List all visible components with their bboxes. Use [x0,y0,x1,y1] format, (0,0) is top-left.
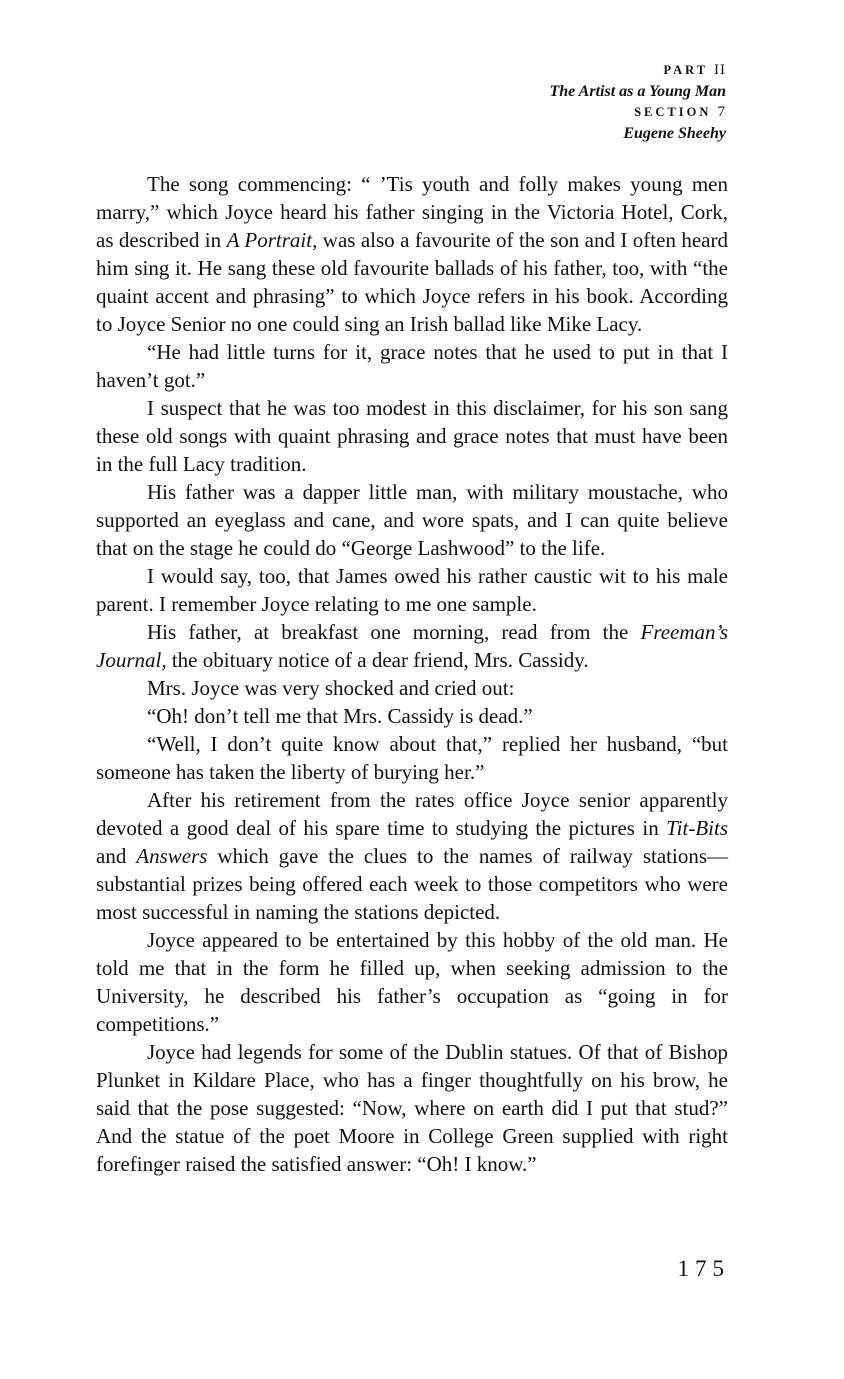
text-run: Joyce had legends for some of the Dublin statues. Of that of Bishop Plunket in Kildare Place, who has a finger thoughtfully on his brow, he said that the pose suggested: “Now, where on earth did I put that stud?” And the statue of the poet Moore in College Green supplied with right forefinger raised the satisfied answer: “Oh! I know.” [96,1040,728,1176]
section-word: SECTION [634,105,712,119]
italic-text: Tit-Bits [666,816,728,840]
text-run: “Well, I don’t quite know about that,” replied her husband, “but someone has taken the liberty of burying her.” [96,732,728,784]
part-label [550,60,727,81]
text-run: “Oh! don’t tell me that Mrs. Cassidy is dead.” [147,704,533,728]
text-run: and [96,844,137,868]
section-number: 7 [717,104,726,120]
page-number: 175 [677,1256,730,1281]
italic-text: Answers [136,844,208,868]
text-run: His father was a dapper little man, with military moustache, who supported an eyeglass and cane, and wore spats, and I can quite believe that on the stage he could do “George Lashwood” to the life. [96,480,728,560]
part-number: II [714,62,726,78]
part-word: PART [663,63,708,77]
paragraph [96,170,728,338]
text-run: Joyce appeared to be entertained by this hobby of the old man. He told me that in the form he filled up, when seeking admission to the University, he described his father’s occupation as “going in for competitions.” [96,928,728,1036]
text-run: the obituary notice of a dear friend, Mrs. Cassidy. [166,648,589,672]
text-run: I suspect that he was too modest in this disclaimer, for his son sang these old songs with quaint phrasing and grace notes that must have been in the full Lacy tradition. [96,396,728,476]
text-run: which gave the clues to the names of railway stations—substantial prizes being offered each week to those competitors who were most successful in naming the stations depicted. [96,844,728,924]
section-author: Eugene Sheehy [623,125,726,142]
part-title: The Artist as a Young Man [549,83,726,100]
text-run: The song commencing: “ ’Tis youth and folly makes young men marry,” which Joyce heard his father singing in the Victoria Hotel, Cork, as described in [96,172,728,252]
paragraph [96,730,728,786]
text-run: Mrs. Joyce was very shocked and cried out: [147,676,515,700]
text-run: was also a favourite of the son and I often heard him sing it. He sang these old favourite ballads of his father, too, with “the quaint accent and phrasing” to which Joyce refers in his book. According to Joyce Senior no one could sing an Irish ballad like Mike Lacy. [96,228,728,336]
paragraph [96,1038,728,1178]
body-text [96,170,728,1178]
paragraph [96,394,728,478]
paragraph [96,478,728,562]
paragraph [96,618,728,674]
text-run: After his retirement from the rates office Joyce senior apparently devoted a good deal of his spare time to studying the pictures in [96,788,728,840]
text-run: I would say, too, that James owed his rather caustic wit to his male parent. I remember Joyce relating to me one sample. [96,564,728,616]
paragraph [96,926,728,1038]
text-run: “He had little turns for it, grace notes that he used to put in that I haven’t got.” [96,340,728,392]
paragraph [96,338,728,394]
paragraph [96,674,728,702]
section-label [550,102,727,123]
paragraph [96,786,728,926]
running-head [550,60,727,144]
italic-text: Freeman’s Journal, [96,620,728,672]
paragraph [96,562,728,618]
paragraph [96,702,728,730]
text-run: His father, at breakfast one morning, read from the [147,620,641,644]
italic-text: A Portrait, [226,228,318,252]
